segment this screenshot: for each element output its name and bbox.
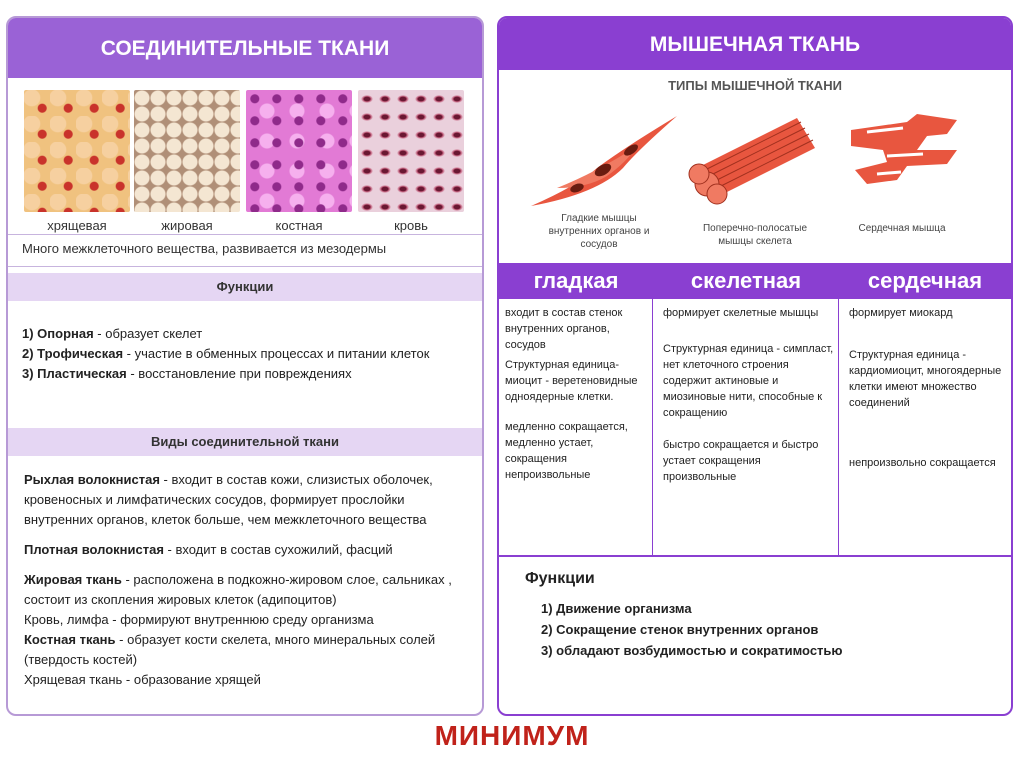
muscle-tissue-card — [497, 16, 1013, 716]
muscle-tissue-title: МЫШЕЧНАЯ ТКАНЬ — [499, 18, 1011, 70]
adipose-caption: жировая — [161, 218, 213, 233]
adipose-image — [134, 90, 240, 212]
muscle-types-subtitle: ТИПЫ МЫШЕЧНОЙ ТКАНИ — [668, 78, 842, 93]
types-band: Виды соединительной ткани — [8, 428, 482, 456]
types-list — [24, 470, 476, 690]
smooth-muscle-caption: Гладкие мышцы внутренних органов и сосудов — [548, 213, 650, 250]
smooth-muscle-illustration — [527, 106, 687, 216]
skeletal-muscle-caption: Поперечно-полосатые мышцы скелета — [702, 223, 808, 247]
type-item: Жировая ткань - расположена в подкожно-жировом слое, сальниках , состоит из скопления жировых клеток (адипоцитов) — [24, 572, 452, 607]
muscle-function-item: 2) Сокращение стенок внутренних органов — [541, 622, 819, 637]
divider — [499, 555, 1011, 557]
muscle-function-item: 3) обладают возбудимостью и сократимостью — [541, 643, 843, 658]
function-item: 2) Трофическая - участие в обменных процессах и питании клеток — [22, 346, 430, 361]
blood-image — [358, 90, 464, 212]
blood-caption: кровь — [394, 218, 428, 233]
col-cell-skeletal: формирует скелетные мышцы Структурная единица - симпласт, нет клеточного строения содержит актиновые и миозиновые нити, способные к сокращению быстро сокращается и быстро устает сокращения произвольные — [653, 299, 839, 555]
muscle-functions-title: Функции — [525, 570, 595, 587]
muscle-function-item: 1) Движение организма — [541, 601, 692, 616]
divider — [8, 266, 482, 267]
col-cell-smooth: входит в состав стенок внутренних органов, сосудов Структурная единица- миоцит - веретеновидные одноядерные клетки. медленно сокращается, медленно устает, сокращения непроизвольные — [499, 299, 653, 555]
type-item: Плотная волокнистая - входит в состав сухожилий, фасций — [24, 542, 393, 557]
connective-tissue-title: СОЕДИНИТЕЛЬНЫЕ ТКАНИ — [8, 18, 482, 78]
divider — [8, 234, 482, 235]
connective-tissue-card — [6, 16, 484, 716]
skeletal-muscle-illustration — [687, 108, 827, 208]
cartilage-image — [24, 90, 130, 212]
functions-band: Функции — [8, 273, 482, 301]
connective-summary: Много межклеточного вещества, развивается из мезодермы — [22, 241, 387, 256]
col-header-smooth: гладкая — [499, 263, 653, 299]
type-item: Хрящевая ткань - образование хрящей — [24, 672, 261, 687]
footer-label: МИНИМУМ — [434, 720, 590, 751]
cardiac-muscle-caption: Сердечная мышца — [858, 223, 946, 234]
bone-caption: костная — [275, 218, 323, 233]
bone-image — [246, 90, 352, 212]
col-cell-cardiac: формирует миокард Структурная единица - кардиомиоцит, многоядерные клетки имеют множество соединений непроизвольно сокращается — [849, 307, 1002, 469]
cardiac-muscle-illustration — [847, 110, 967, 200]
type-item: Костная ткань - образует кости скелета, много минеральных солей (твердость костей) — [24, 632, 436, 667]
type-item: Рыхлая волокнистая - входит в состав кожи, слизистых оболочек, кровеносных и лимфатических сосудов, формирует прослойки внутренних органов, клеток больше, чем межклеточного вещества — [24, 472, 433, 527]
col-header-cardiac: сердечная — [839, 263, 1011, 299]
muscle-functions-list — [541, 598, 843, 661]
cartilage-caption: хрящевая — [47, 218, 107, 233]
col-header-skeletal: скелетная — [653, 263, 839, 299]
function-item: 3) Пластическая - восстановление при повреждениях — [22, 366, 352, 381]
function-item: 1) Опорная - образует скелет — [22, 326, 203, 341]
type-item: Кровь, лимфа - формируют внутреннюю среду организма — [24, 612, 374, 627]
functions-list — [22, 324, 472, 384]
